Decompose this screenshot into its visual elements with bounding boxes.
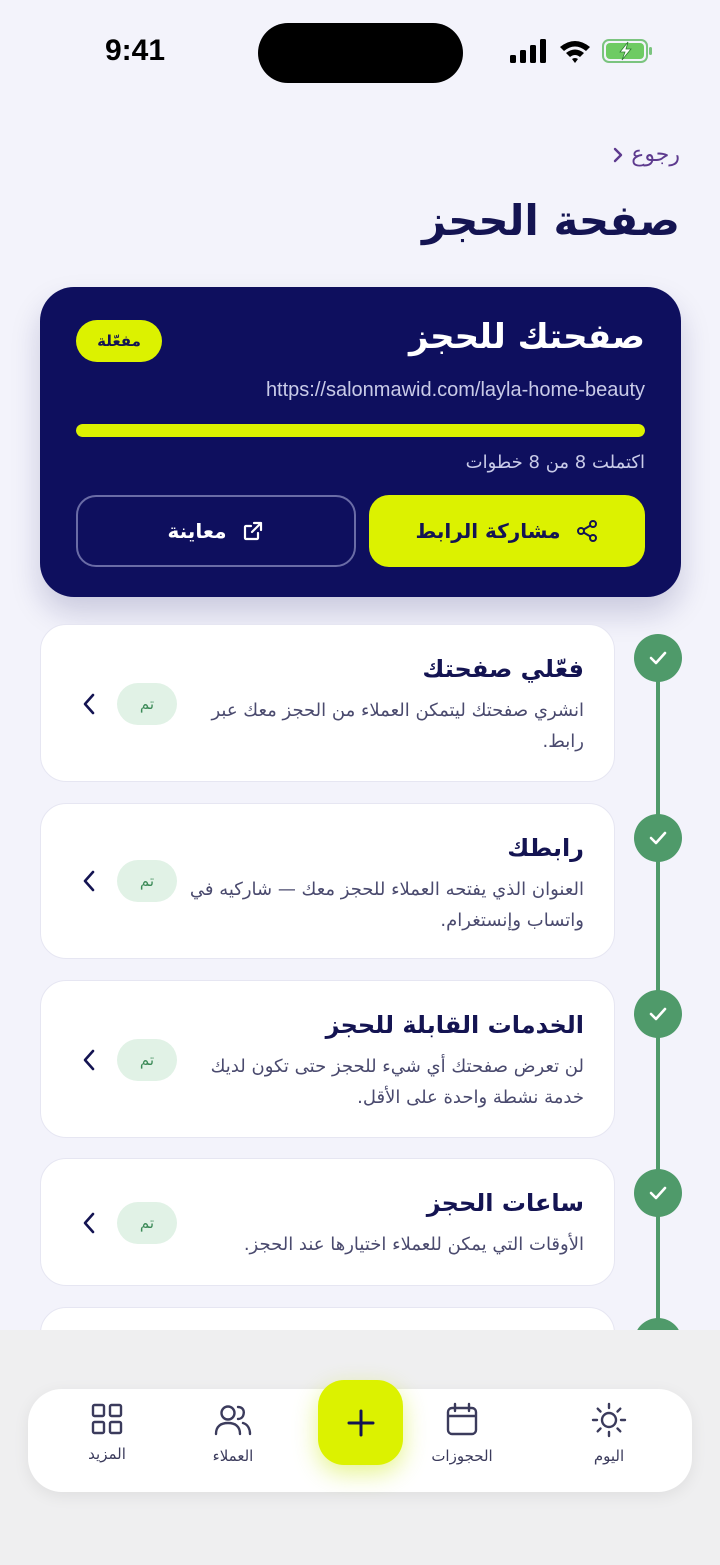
calendar-icon <box>443 1401 481 1439</box>
step-card-activate-page[interactable] <box>40 624 615 782</box>
grid-icon <box>89 1401 125 1437</box>
tab-more[interactable] <box>52 1401 162 1481</box>
back-label: رجوع <box>631 142 680 167</box>
preview-button[interactable] <box>76 495 356 567</box>
status-badge: مفعّلة <box>76 320 162 362</box>
tab-label: العملاء <box>212 1447 254 1465</box>
back-button[interactable] <box>613 142 680 167</box>
booking-page-title: صفحتك للحجز <box>408 317 645 357</box>
step-title: الخدمات القابلة للحجز <box>325 1011 584 1039</box>
check-icon <box>634 814 682 862</box>
tab-label: اليوم <box>593 1447 625 1465</box>
done-badge: تم <box>117 1202 177 1244</box>
page-title: صفحة الحجز <box>421 196 680 245</box>
tab-clients[interactable] <box>178 1401 288 1481</box>
external-link-icon <box>241 519 265 543</box>
battery-charging-icon <box>602 38 654 64</box>
step-title: فعّلي صفحتك <box>422 655 584 683</box>
done-badge: تم <box>117 683 177 725</box>
steps-completed-text: اكتملت 8 من 8 خطوات <box>465 452 645 473</box>
status-bar <box>0 0 720 105</box>
booking-page-card <box>40 287 681 597</box>
step-description: الأوقات التي يمكن للعملاء اختيارها عند الحجز. <box>243 1234 584 1255</box>
done-badge: تم <box>117 860 177 902</box>
progress-fill <box>76 424 645 437</box>
tab-bookings[interactable] <box>407 1401 517 1481</box>
status-icons <box>510 38 654 64</box>
cellular-signal-icon <box>510 39 548 63</box>
tab-today[interactable] <box>554 1401 664 1481</box>
users-icon <box>213 1401 253 1439</box>
step-card-bookable-services[interactable] <box>40 980 615 1138</box>
chevron-left-icon <box>79 1047 99 1073</box>
add-button[interactable] <box>318 1380 403 1465</box>
tab-label: المزيد <box>88 1445 126 1463</box>
booking-url: https://salonmawid.com/layla-home-beauty <box>265 379 645 401</box>
step-description: انشري صفحتك ليتمكن العملاء من الحجز معك عبر رابط. <box>211 700 584 752</box>
share-link-button[interactable] <box>369 495 645 567</box>
chevron-left-icon <box>79 868 99 894</box>
wifi-icon <box>558 39 592 63</box>
check-icon <box>634 990 682 1038</box>
step-title: ساعات الحجز <box>426 1189 584 1217</box>
step-card-booking-hours[interactable] <box>40 1158 615 1286</box>
step-description: العنوان الذي يفتحه العملاء للحجز معك — شاركيه في واتساب وإنستغرام. <box>189 879 584 931</box>
step-card-your-link[interactable] <box>40 803 615 959</box>
chevron-left-icon <box>79 1210 99 1236</box>
done-badge: تم <box>117 1039 177 1081</box>
status-time: 9:41 <box>105 34 166 67</box>
chevron-right-icon <box>613 147 623 163</box>
dynamic-island <box>258 23 463 83</box>
plus-icon <box>346 1408 376 1438</box>
preview-label: معاينة <box>167 519 227 543</box>
step-description: لن تعرض صفحتك أي شيء للحجز حتى تكون لديك خدمة نشطة واحدة على الأقل. <box>210 1056 584 1108</box>
check-icon <box>634 1169 682 1217</box>
sun-icon <box>590 1401 628 1439</box>
step-title: رابطك <box>507 834 584 862</box>
chevron-left-icon <box>79 691 99 717</box>
share-link-label: مشاركة الرابط <box>415 519 561 543</box>
tab-label: الحجوزات <box>431 1447 493 1465</box>
setup-progress-bar <box>76 424 645 437</box>
check-icon <box>634 634 682 682</box>
share-icon <box>575 519 599 543</box>
